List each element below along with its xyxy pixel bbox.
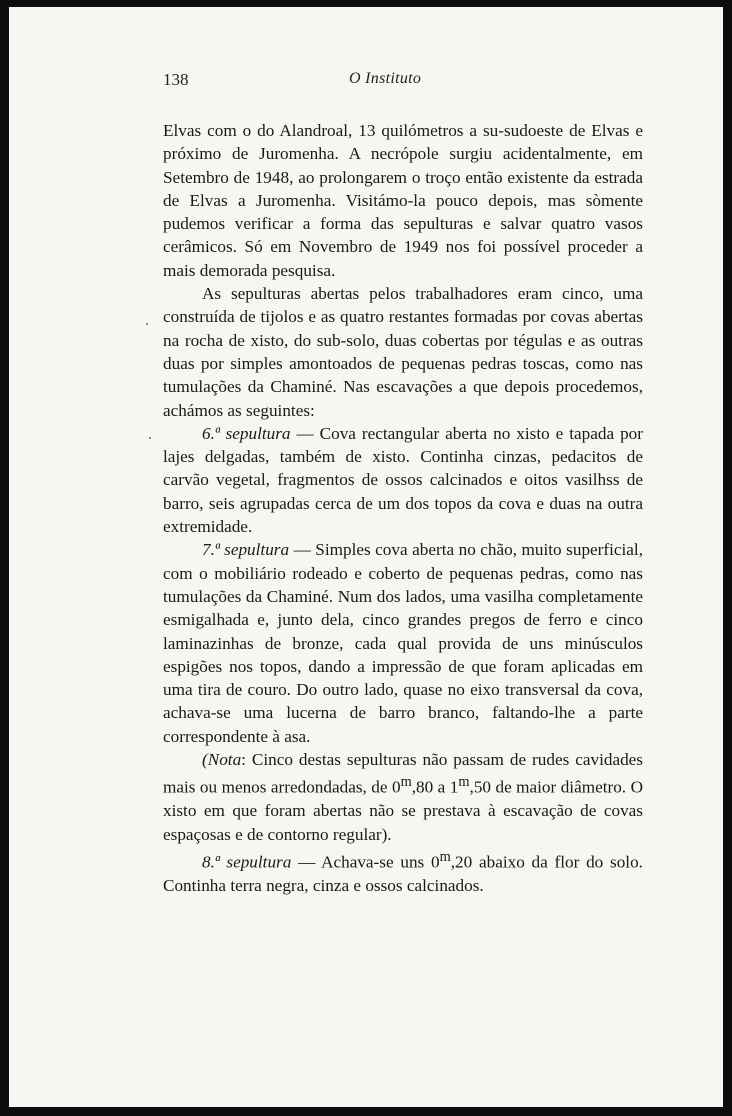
nota-text-b: ,80 a 1 [411,778,459,798]
paragraph-sepultura-6 [163,422,643,538]
sepultura-8-text-a: — Achava-se uns 0 [291,852,440,872]
sepultura-7-text: — Simples cova aberta no chão, muito superficial, com o mobiliário rodeado e coberto de pequenas pedras, como nas tumulações da Chaminé. Num dos lados, uma vasilha completamente esmigalhada e, junto dela, cinco grandes pregos de ferro e cinco laminazinhas de bronze, cada qual provida de uns minúsculos espigões nos topos, dando a impressão de que foram aplicadas em uma tira de couro. Do outro lado, quase no eixo transversal da cova, achava-se uma lucerna de barro branco, faltando-lhe a parte correspondente à asa. [163,540,643,746]
nota-open-paren: ( [202,750,208,770]
body-text [163,119,643,897]
sepultura-8-label: 8.ª sepultura [202,852,292,872]
nota-sup-2: m [458,774,470,791]
sepultura-6-label: 6.ª sepultura [202,423,291,443]
page-header [163,70,643,96]
sepultura-7-label: 7.ª sepultura [202,540,290,560]
nota-text-a: : Cinco destas sepulturas não passam de rudes cavidades mais ou menos arredondadas, de 0 [163,750,643,798]
nota-sup-1: m [400,774,412,791]
paragraph-sepultura-8 [163,846,643,897]
nota-text-c: ,50 de maior diâmetro. O xisto em que foram abertas não se prestava à escavação de covas espaçosas e de contorno regular). [163,778,643,844]
paragraph-nota [163,748,643,846]
sepultura-6-text: — Cova rectangular aberta no xisto e tapada por lajes delgadas, também de xisto. Continha cinzas, pedacitos de carvão vegetal, fragmentos de ossos calcinados e oitos vasilhss de barro, seis agrupadas cerca de um dos topos da cova e duas na outra extremidade. [163,423,643,537]
paper-speck [149,437,151,439]
paragraph-1: Elvas com o do Alandroal, 13 quilómetros a su-sudoeste de Elvas e próximo de Juromenha. A necrópole surgiu acidentalmente, em Setembro de 1948, ao prolongarem o troço então existente da estrada de Elvas a Juromenha. Visitámo-la pouco depois, mas sòmente pudemos verificar a forma das sepulturas e salvar quatro vasos cerâmicos. Só em Novembro de 1949 nos foi possível proceder a mais demorada pesquisa. [163,121,643,280]
sepultura-8-text-b: ,20 abaixo da flor do solo. Continha terra negra, cinza e ossos calcinados. [163,852,643,895]
book-page [9,7,723,1107]
paragraph-sepultura-7 [163,538,643,748]
sepultura-8-sup: m [439,848,451,865]
paragraph-2: As sepulturas abertas pelos trabalhadores eram cinco, uma construída de tijolos e as quatro restantes formadas por covas abertas na rocha de xisto, do sub-solo, duas cobertas por tégulas e as outras duas por simples amontoados de pequenas pedras toscas, como nas tumulações da Chaminé. Nas escavações a que depois procedemos, achámos as seguintes: [163,284,643,420]
running-title: O Instituto [349,70,422,87]
paper-speck [146,323,148,325]
page-number: 138 [163,70,189,89]
nota-label: Nota [207,750,242,770]
